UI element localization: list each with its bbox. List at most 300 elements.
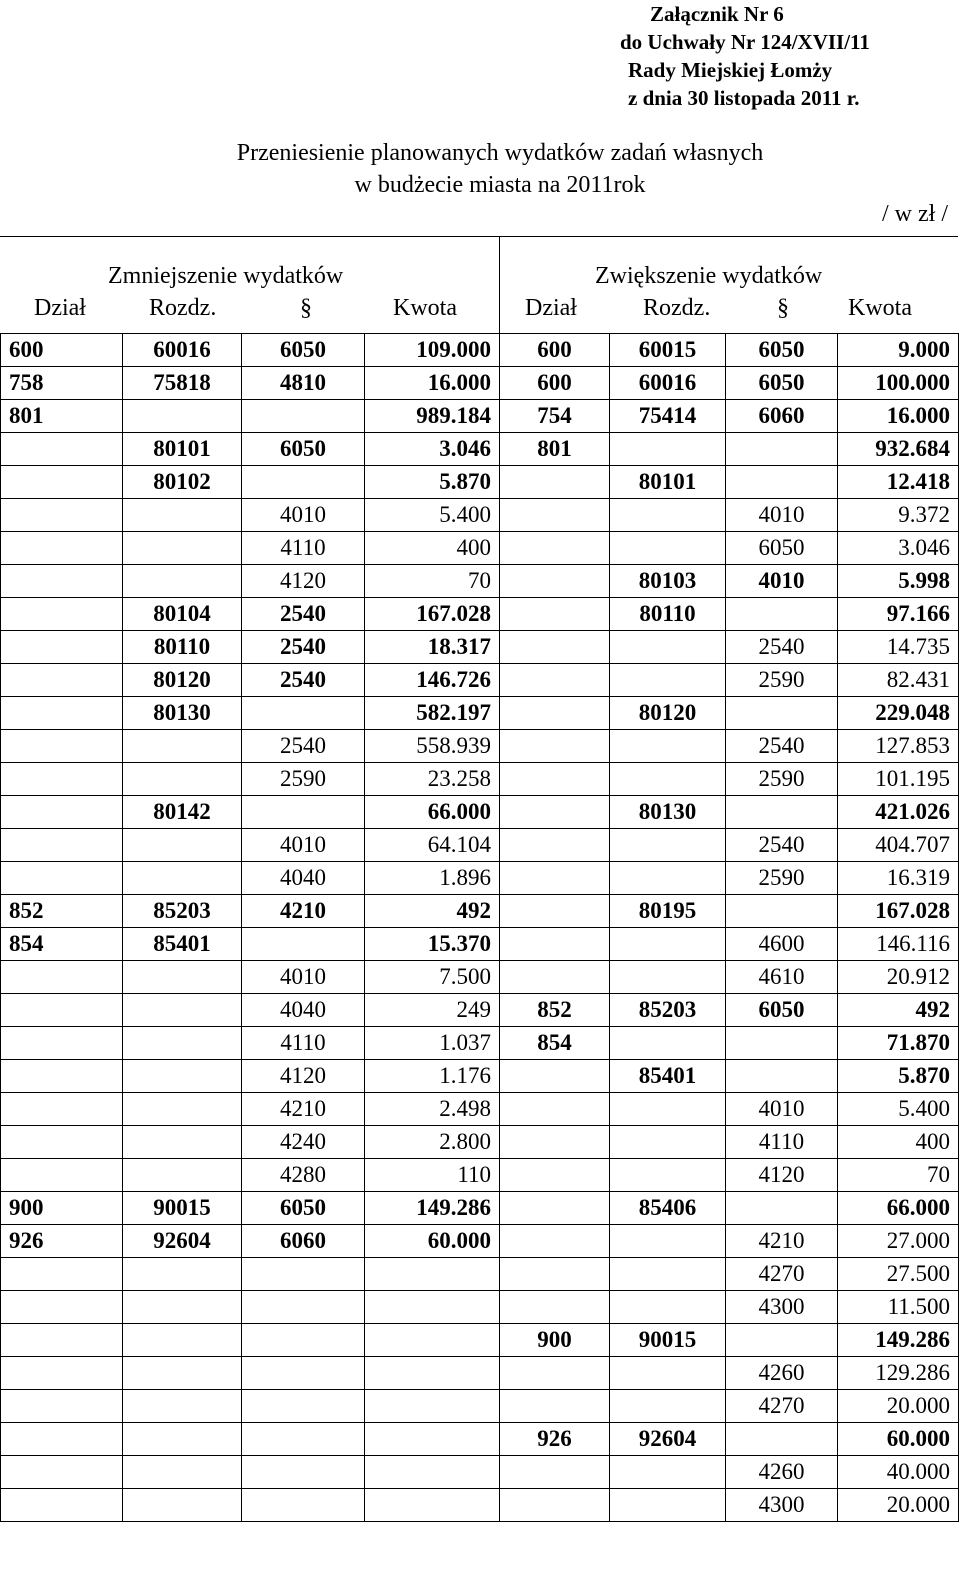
cell-paragraph-right: 6050 bbox=[726, 334, 838, 367]
cell-rozdz-left: 80101 bbox=[123, 433, 242, 466]
cell-rozdz-left bbox=[123, 1258, 242, 1291]
cell-kwota-left: 15.370 bbox=[365, 928, 500, 961]
cell-dzial-right bbox=[500, 1159, 610, 1192]
cell-dzial-right bbox=[500, 664, 610, 697]
cell-kwota-right: 421.026 bbox=[838, 796, 959, 829]
cell-kwota-left bbox=[365, 1324, 500, 1357]
cell-paragraph-left: 6050 bbox=[242, 433, 365, 466]
cell-rozdz-right: 75414 bbox=[610, 400, 726, 433]
cell-dzial-right bbox=[500, 895, 610, 928]
cell-rozdz-right: 60015 bbox=[610, 334, 726, 367]
table-row bbox=[1, 763, 959, 796]
cell-paragraph-left: 6060 bbox=[242, 1225, 365, 1258]
cell-dzial-left bbox=[1, 466, 123, 499]
cell-dzial-left bbox=[1, 1489, 123, 1522]
cell-dzial-left bbox=[1, 1324, 123, 1357]
cell-rozdz-left bbox=[123, 1093, 242, 1126]
cell-rozdz-right bbox=[610, 1489, 726, 1522]
cell-rozdz-right bbox=[610, 433, 726, 466]
cell-kwota-right: 66.000 bbox=[838, 1192, 959, 1225]
cell-dzial-right: 926 bbox=[500, 1423, 610, 1456]
cell-rozdz-right bbox=[610, 862, 726, 895]
cell-kwota-left: 1.037 bbox=[365, 1027, 500, 1060]
table-row bbox=[1, 664, 959, 697]
cell-rozdz-left bbox=[123, 1324, 242, 1357]
table-row bbox=[1, 1192, 959, 1225]
decrease-heading: Zmniejszenie wydatków bbox=[108, 263, 344, 289]
cell-dzial-right: 600 bbox=[500, 334, 610, 367]
cell-dzial-left bbox=[1, 598, 123, 631]
cell-rozdz-left bbox=[123, 499, 242, 532]
cell-rozdz-right bbox=[610, 1159, 726, 1192]
document-title bbox=[0, 137, 960, 201]
cell-rozdz-left bbox=[123, 829, 242, 862]
cell-dzial-left bbox=[1, 730, 123, 763]
cell-kwota-left bbox=[365, 1390, 500, 1423]
cell-rozdz-right bbox=[610, 499, 726, 532]
table-row bbox=[1, 499, 959, 532]
cell-dzial-right bbox=[500, 1357, 610, 1390]
cell-dzial-right bbox=[500, 1225, 610, 1258]
cell-kwota-right: 82.431 bbox=[838, 664, 959, 697]
cell-kwota-right: 40.000 bbox=[838, 1456, 959, 1489]
cell-paragraph-right bbox=[726, 466, 838, 499]
cell-dzial-right bbox=[500, 631, 610, 664]
cell-dzial-left bbox=[1, 1093, 123, 1126]
cell-kwota-right: 5.998 bbox=[838, 565, 959, 598]
cell-rozdz-right bbox=[610, 1456, 726, 1489]
cell-kwota-left: 400 bbox=[365, 532, 500, 565]
cell-kwota-right: 16.000 bbox=[838, 400, 959, 433]
cell-rozdz-left: 60016 bbox=[123, 334, 242, 367]
table-row bbox=[1, 961, 959, 994]
transfer-table bbox=[0, 333, 959, 1522]
col-paragraph-right: § bbox=[777, 295, 789, 321]
table-row bbox=[1, 565, 959, 598]
cell-rozdz-left bbox=[123, 565, 242, 598]
cell-dzial-right bbox=[500, 1192, 610, 1225]
cell-kwota-right: 14.735 bbox=[838, 631, 959, 664]
table-row bbox=[1, 829, 959, 862]
cell-dzial-right bbox=[500, 829, 610, 862]
cell-paragraph-left bbox=[242, 1291, 365, 1324]
cell-paragraph-right bbox=[726, 1060, 838, 1093]
cell-paragraph-right bbox=[726, 796, 838, 829]
cell-dzial-right: 600 bbox=[500, 367, 610, 400]
cell-paragraph-left bbox=[242, 1489, 365, 1522]
cell-dzial-left bbox=[1, 829, 123, 862]
cell-rozdz-right bbox=[610, 1258, 726, 1291]
cell-kwota-right: 404.707 bbox=[838, 829, 959, 862]
cell-paragraph-left: 6050 bbox=[242, 334, 365, 367]
cell-kwota-left: 2.498 bbox=[365, 1093, 500, 1126]
cell-kwota-left bbox=[365, 1291, 500, 1324]
table-row bbox=[1, 1159, 959, 1192]
cell-dzial-left bbox=[1, 1357, 123, 1390]
cell-paragraph-right: 4010 bbox=[726, 499, 838, 532]
cell-paragraph-left: 4040 bbox=[242, 862, 365, 895]
currency-unit: / w zł / bbox=[882, 201, 948, 227]
table-row bbox=[1, 1126, 959, 1159]
cell-paragraph-left: 4120 bbox=[242, 565, 365, 598]
cell-paragraph-left: 4010 bbox=[242, 499, 365, 532]
cell-paragraph-right: 6050 bbox=[726, 532, 838, 565]
table-row bbox=[1, 433, 959, 466]
cell-paragraph-left bbox=[242, 1390, 365, 1423]
table-row bbox=[1, 598, 959, 631]
cell-kwota-right: 9.000 bbox=[838, 334, 959, 367]
cell-dzial-right bbox=[500, 1126, 610, 1159]
cell-paragraph-right: 4120 bbox=[726, 1159, 838, 1192]
cell-kwota-right: 167.028 bbox=[838, 895, 959, 928]
cell-kwota-left: 149.286 bbox=[365, 1192, 500, 1225]
cell-rozdz-right: 85401 bbox=[610, 1060, 726, 1093]
cell-dzial-left bbox=[1, 565, 123, 598]
cell-rozdz-left bbox=[123, 1027, 242, 1060]
cell-kwota-left bbox=[365, 1258, 500, 1291]
cell-rozdz-right: 80110 bbox=[610, 598, 726, 631]
cell-dzial-right: 854 bbox=[500, 1027, 610, 1060]
cell-paragraph-right: 4300 bbox=[726, 1489, 838, 1522]
table-row bbox=[1, 400, 959, 433]
cell-kwota-left: 167.028 bbox=[365, 598, 500, 631]
cell-kwota-right: 229.048 bbox=[838, 697, 959, 730]
cell-paragraph-right: 4010 bbox=[726, 1093, 838, 1126]
table-row bbox=[1, 367, 959, 400]
cell-kwota-right: 71.870 bbox=[838, 1027, 959, 1060]
cell-rozdz-right bbox=[610, 730, 726, 763]
cell-rozdz-right bbox=[610, 631, 726, 664]
cell-dzial-left bbox=[1, 1390, 123, 1423]
cell-paragraph-left bbox=[242, 796, 365, 829]
cell-dzial-right: 754 bbox=[500, 400, 610, 433]
cell-rozdz-left bbox=[123, 1390, 242, 1423]
cell-kwota-left: 110 bbox=[365, 1159, 500, 1192]
cell-rozdz-left: 80130 bbox=[123, 697, 242, 730]
cell-paragraph-left bbox=[242, 928, 365, 961]
cell-paragraph-right: 2590 bbox=[726, 664, 838, 697]
cell-paragraph-left bbox=[242, 1423, 365, 1456]
cell-kwota-right: 100.000 bbox=[838, 367, 959, 400]
cell-dzial-right bbox=[500, 532, 610, 565]
cell-rozdz-left bbox=[123, 1423, 242, 1456]
cell-kwota-left: 5.400 bbox=[365, 499, 500, 532]
cell-rozdz-left: 80104 bbox=[123, 598, 242, 631]
table-row bbox=[1, 1060, 959, 1093]
cell-paragraph-left: 4210 bbox=[242, 1093, 365, 1126]
table-row bbox=[1, 1291, 959, 1324]
cell-dzial-right bbox=[500, 1258, 610, 1291]
increase-heading: Zwiększenie wydatków bbox=[595, 263, 823, 289]
cell-paragraph-right: 2590 bbox=[726, 862, 838, 895]
cell-paragraph-right: 6050 bbox=[726, 994, 838, 1027]
col-dzial-left: Dział bbox=[34, 295, 86, 321]
header-divider bbox=[499, 237, 500, 333]
cell-paragraph-left bbox=[242, 697, 365, 730]
cell-dzial-left bbox=[1, 1060, 123, 1093]
cell-kwota-left: 3.046 bbox=[365, 433, 500, 466]
cell-kwota-right: 129.286 bbox=[838, 1357, 959, 1390]
cell-dzial-left bbox=[1, 796, 123, 829]
cell-kwota-left bbox=[365, 1456, 500, 1489]
table-row bbox=[1, 532, 959, 565]
cell-paragraph-left bbox=[242, 1324, 365, 1357]
col-kwota-right: Kwota bbox=[848, 295, 912, 321]
cell-dzial-right bbox=[500, 862, 610, 895]
cell-kwota-right: 149.286 bbox=[838, 1324, 959, 1357]
annex-header bbox=[620, 0, 870, 112]
cell-paragraph-right bbox=[726, 598, 838, 631]
cell-kwota-left: 146.726 bbox=[365, 664, 500, 697]
cell-dzial-left bbox=[1, 1291, 123, 1324]
cell-kwota-right: 11.500 bbox=[838, 1291, 959, 1324]
col-rozdz-right: Rozdz. bbox=[643, 295, 711, 321]
cell-kwota-right: 27.500 bbox=[838, 1258, 959, 1291]
cell-paragraph-left bbox=[242, 1357, 365, 1390]
cell-rozdz-right bbox=[610, 664, 726, 697]
cell-paragraph-left: 4240 bbox=[242, 1126, 365, 1159]
cell-rozdz-right bbox=[610, 1291, 726, 1324]
cell-dzial-right: 801 bbox=[500, 433, 610, 466]
cell-kwota-left: 109.000 bbox=[365, 334, 500, 367]
cell-kwota-right: 20.000 bbox=[838, 1390, 959, 1423]
cell-kwota-left: 7.500 bbox=[365, 961, 500, 994]
cell-paragraph-right: 4010 bbox=[726, 565, 838, 598]
table-row bbox=[1, 1390, 959, 1423]
cell-paragraph-right bbox=[726, 433, 838, 466]
cell-rozdz-right: 90015 bbox=[610, 1324, 726, 1357]
cell-rozdz-right bbox=[610, 829, 726, 862]
cell-rozdz-left: 85401 bbox=[123, 928, 242, 961]
cell-kwota-right: 9.372 bbox=[838, 499, 959, 532]
cell-paragraph-left: 2540 bbox=[242, 598, 365, 631]
cell-kwota-left: 60.000 bbox=[365, 1225, 500, 1258]
cell-dzial-left: 758 bbox=[1, 367, 123, 400]
cell-rozdz-right bbox=[610, 763, 726, 796]
cell-rozdz-right: 85406 bbox=[610, 1192, 726, 1225]
cell-paragraph-right bbox=[726, 1027, 838, 1060]
cell-paragraph-right: 2540 bbox=[726, 631, 838, 664]
cell-kwota-right: 127.853 bbox=[838, 730, 959, 763]
cell-kwota-right: 492 bbox=[838, 994, 959, 1027]
table-row bbox=[1, 994, 959, 1027]
cell-kwota-right: 146.116 bbox=[838, 928, 959, 961]
cell-paragraph-right: 4600 bbox=[726, 928, 838, 961]
table-row bbox=[1, 1258, 959, 1291]
cell-paragraph-right: 4260 bbox=[726, 1456, 838, 1489]
cell-rozdz-left: 85203 bbox=[123, 895, 242, 928]
cell-dzial-left bbox=[1, 1423, 123, 1456]
cell-dzial-right bbox=[500, 1060, 610, 1093]
annex-line-4: z dnia 30 listopada 2011 r. bbox=[628, 86, 860, 110]
cell-dzial-left bbox=[1, 433, 123, 466]
col-paragraph-left: § bbox=[300, 295, 312, 321]
cell-dzial-left bbox=[1, 1456, 123, 1489]
table-row bbox=[1, 697, 959, 730]
cell-rozdz-left: 80120 bbox=[123, 664, 242, 697]
cell-rozdz-left bbox=[123, 862, 242, 895]
cell-kwota-right: 3.046 bbox=[838, 532, 959, 565]
cell-dzial-left bbox=[1, 763, 123, 796]
cell-rozdz-right bbox=[610, 1027, 726, 1060]
cell-kwota-right: 20.912 bbox=[838, 961, 959, 994]
cell-paragraph-left: 4040 bbox=[242, 994, 365, 1027]
cell-paragraph-right bbox=[726, 1423, 838, 1456]
cell-dzial-right bbox=[500, 697, 610, 730]
cell-kwota-left bbox=[365, 1423, 500, 1456]
cell-kwota-right: 97.166 bbox=[838, 598, 959, 631]
cell-dzial-left: 854 bbox=[1, 928, 123, 961]
cell-kwota-right: 932.684 bbox=[838, 433, 959, 466]
cell-kwota-left: 66.000 bbox=[365, 796, 500, 829]
col-kwota-left: Kwota bbox=[393, 295, 457, 321]
cell-dzial-right bbox=[500, 730, 610, 763]
cell-kwota-right: 60.000 bbox=[838, 1423, 959, 1456]
cell-kwota-left: 16.000 bbox=[365, 367, 500, 400]
table-row bbox=[1, 1225, 959, 1258]
table-row bbox=[1, 1093, 959, 1126]
table-row bbox=[1, 1423, 959, 1456]
cell-kwota-right: 5.400 bbox=[838, 1093, 959, 1126]
cell-rozdz-left bbox=[123, 730, 242, 763]
title-line-2: w budżecie miasta na 2011rok bbox=[354, 172, 646, 198]
cell-dzial-left bbox=[1, 532, 123, 565]
cell-dzial-left bbox=[1, 1258, 123, 1291]
cell-dzial-left: 926 bbox=[1, 1225, 123, 1258]
cell-paragraph-left: 4110 bbox=[242, 532, 365, 565]
cell-dzial-left bbox=[1, 1126, 123, 1159]
cell-rozdz-right bbox=[610, 1390, 726, 1423]
cell-dzial-left bbox=[1, 499, 123, 532]
cell-rozdz-left bbox=[123, 1126, 242, 1159]
cell-paragraph-left bbox=[242, 1258, 365, 1291]
cell-dzial-left bbox=[1, 631, 123, 664]
annex-line-3: Rady Miejskiej Łomży bbox=[628, 58, 833, 82]
cell-rozdz-left: 75818 bbox=[123, 367, 242, 400]
cell-paragraph-left bbox=[242, 466, 365, 499]
cell-kwota-left: 1.896 bbox=[365, 862, 500, 895]
table-row bbox=[1, 862, 959, 895]
cell-paragraph-left: 4810 bbox=[242, 367, 365, 400]
cell-paragraph-left: 2540 bbox=[242, 631, 365, 664]
cell-kwota-right: 101.195 bbox=[838, 763, 959, 796]
table-row bbox=[1, 796, 959, 829]
cell-rozdz-left bbox=[123, 763, 242, 796]
col-dzial-right: Dział bbox=[525, 295, 577, 321]
cell-paragraph-left: 4010 bbox=[242, 829, 365, 862]
cell-paragraph-left: 2540 bbox=[242, 730, 365, 763]
cell-paragraph-right: 4610 bbox=[726, 961, 838, 994]
cell-dzial-right bbox=[500, 565, 610, 598]
cell-rozdz-left bbox=[123, 1489, 242, 1522]
cell-paragraph-left: 4120 bbox=[242, 1060, 365, 1093]
cell-rozdz-left bbox=[123, 994, 242, 1027]
cell-rozdz-right bbox=[610, 1225, 726, 1258]
cell-kwota-left: 5.870 bbox=[365, 466, 500, 499]
cell-dzial-left bbox=[1, 862, 123, 895]
title-line-1: Przeniesienie planowanych wydatków zadań własnych bbox=[236, 140, 764, 166]
annex-line-1: Załącznik Nr 6 bbox=[650, 2, 784, 26]
cell-paragraph-right: 4270 bbox=[726, 1390, 838, 1423]
cell-dzial-right bbox=[500, 1291, 610, 1324]
cell-paragraph-left bbox=[242, 400, 365, 433]
cell-kwota-left: 2.800 bbox=[365, 1126, 500, 1159]
cell-paragraph-right: 2590 bbox=[726, 763, 838, 796]
cell-kwota-left: 64.104 bbox=[365, 829, 500, 862]
cell-kwota-left: 492 bbox=[365, 895, 500, 928]
cell-kwota-right: 70 bbox=[838, 1159, 959, 1192]
cell-dzial-right bbox=[500, 763, 610, 796]
cell-kwota-right: 16.319 bbox=[838, 862, 959, 895]
cell-dzial-left bbox=[1, 961, 123, 994]
cell-dzial-right bbox=[500, 928, 610, 961]
cell-dzial-right bbox=[500, 499, 610, 532]
cell-paragraph-right: 4260 bbox=[726, 1357, 838, 1390]
cell-paragraph-right bbox=[726, 697, 838, 730]
cell-dzial-right bbox=[500, 598, 610, 631]
table-row bbox=[1, 1456, 959, 1489]
cell-kwota-left bbox=[365, 1489, 500, 1522]
cell-rozdz-left bbox=[123, 1291, 242, 1324]
cell-dzial-right bbox=[500, 466, 610, 499]
cell-paragraph-right: 2540 bbox=[726, 730, 838, 763]
cell-paragraph-left: 2590 bbox=[242, 763, 365, 796]
cell-rozdz-right: 80101 bbox=[610, 466, 726, 499]
cell-paragraph-right bbox=[726, 1324, 838, 1357]
cell-rozdz-left bbox=[123, 1159, 242, 1192]
cell-rozdz-right: 80195 bbox=[610, 895, 726, 928]
cell-dzial-right bbox=[500, 1390, 610, 1423]
cell-paragraph-right: 4110 bbox=[726, 1126, 838, 1159]
cell-kwota-right: 5.870 bbox=[838, 1060, 959, 1093]
cell-rozdz-left bbox=[123, 1357, 242, 1390]
cell-dzial-right bbox=[500, 796, 610, 829]
cell-rozdz-right bbox=[610, 1357, 726, 1390]
cell-kwota-right: 27.000 bbox=[838, 1225, 959, 1258]
cell-dzial-right bbox=[500, 961, 610, 994]
cell-paragraph-right: 6050 bbox=[726, 367, 838, 400]
table-row bbox=[1, 928, 959, 961]
cell-kwota-left: 70 bbox=[365, 565, 500, 598]
cell-rozdz-right bbox=[610, 532, 726, 565]
cell-rozdz-left bbox=[123, 532, 242, 565]
table-row bbox=[1, 1324, 959, 1357]
cell-rozdz-right bbox=[610, 1093, 726, 1126]
cell-rozdz-left bbox=[123, 961, 242, 994]
cell-rozdz-right bbox=[610, 1126, 726, 1159]
cell-dzial-left bbox=[1, 994, 123, 1027]
table-row bbox=[1, 466, 959, 499]
cell-dzial-left bbox=[1, 1027, 123, 1060]
cell-kwota-left bbox=[365, 1357, 500, 1390]
table-header bbox=[0, 236, 958, 333]
col-rozdz-left: Rozdz. bbox=[149, 295, 217, 321]
cell-rozdz-left bbox=[123, 400, 242, 433]
cell-dzial-right: 900 bbox=[500, 1324, 610, 1357]
cell-rozdz-right: 80120 bbox=[610, 697, 726, 730]
table-row bbox=[1, 1357, 959, 1390]
cell-dzial-right: 852 bbox=[500, 994, 610, 1027]
cell-paragraph-right: 4300 bbox=[726, 1291, 838, 1324]
table-body bbox=[1, 334, 959, 1522]
cell-rozdz-left: 90015 bbox=[123, 1192, 242, 1225]
cell-dzial-right bbox=[500, 1456, 610, 1489]
cell-paragraph-left: 2540 bbox=[242, 664, 365, 697]
table-row bbox=[1, 895, 959, 928]
cell-kwota-left: 558.939 bbox=[365, 730, 500, 763]
cell-paragraph-right bbox=[726, 895, 838, 928]
cell-rozdz-left: 80142 bbox=[123, 796, 242, 829]
